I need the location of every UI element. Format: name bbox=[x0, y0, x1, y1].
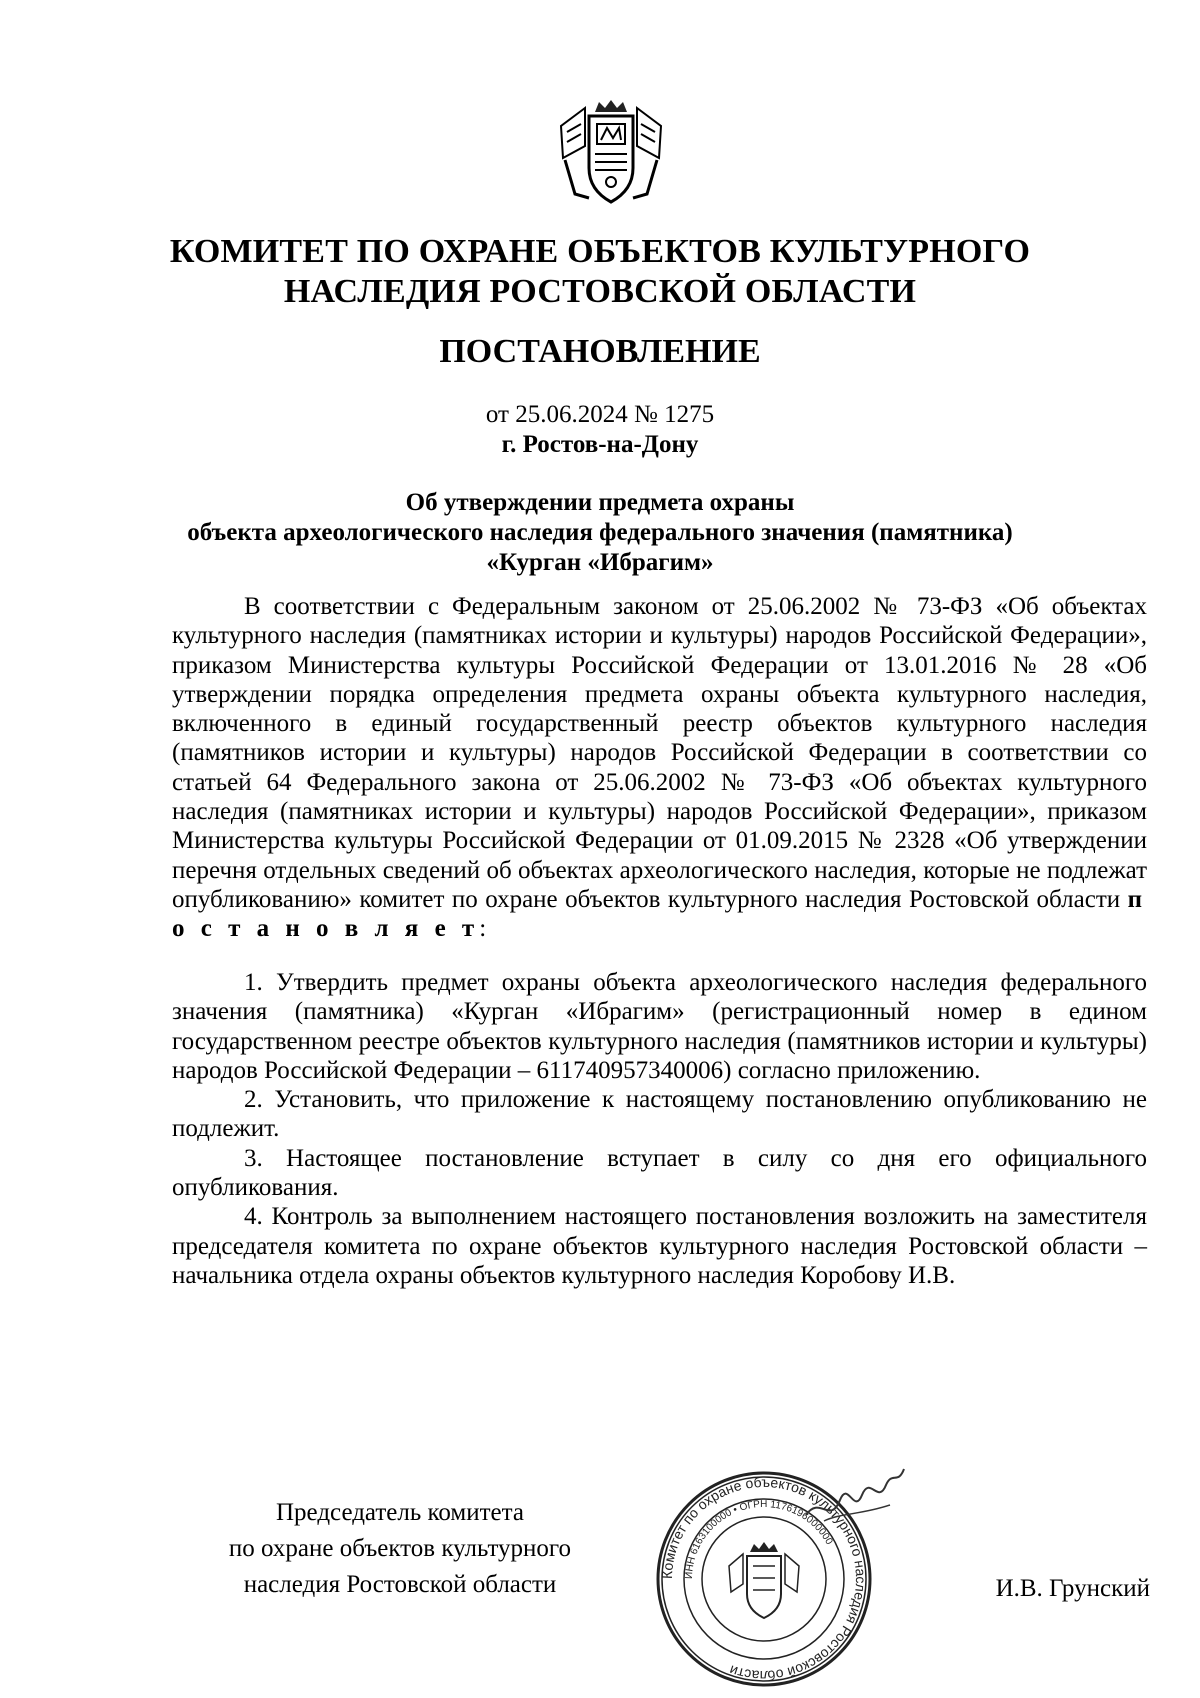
seal-outer-text: Комитет по охране объектов культурного наследия Ростовской области bbox=[658, 1473, 870, 1685]
resolution-item-3: 3. Настоящее постановление вступает в силу со дня его официального опубликования. bbox=[172, 1144, 1147, 1202]
preamble-end: : bbox=[479, 915, 487, 943]
resolution-item-4: 4. Контроль за выполнением настоящего постановления возложить на заместителя председателя комитета по охране объектов культурного наследия Ростовской области – начальника отдела охраны объектов культурного наследия Коробову И.В. bbox=[172, 1203, 1147, 1289]
document-subject bbox=[0, 488, 1200, 578]
preamble bbox=[172, 592, 1147, 944]
signatory-name: И.В. Грунский bbox=[995, 1575, 1150, 1602]
decree-word: п о с т а н о в л я е т bbox=[172, 885, 1147, 943]
subject-line2: объекта археологического наследия федерального значения (памятника) bbox=[187, 519, 1013, 546]
coat-of-arms-icon bbox=[555, 98, 667, 210]
committee-name-line1: КОМИТЕТ ПО ОХРАНЕ ОБЪЕКТОВ КУЛЬТУРНОГО bbox=[169, 233, 1031, 270]
preamble-text: В соответствии с Федеральным законом от 25.06.2002 № 73-ФЗ «Об объектах культурного наследия (памятниках истории и культуры) народов Российской Федерации», приказом Министерства культуры Российской Федерации от 13.01.2016 № 28 «Об утверждении порядка определения предмета охраны объекта культурного наследия, включенного в единый государственный реестр объектов культурного наследия (памятников истории и культуры) народов Российской Федерации в соответствии со статьей 64 Федерального закона от 25.06.2002 № 73-ФЗ «Об объектах культурного наследия (памятниках истории и культуры) народов Российской Федерации», приказом Министерства культуры Российской Федерации от 01.09.2015 № 2328 «Об утверждении перечня отдельных сведений об объектах археологического наследия, которые не подлежат опубликованию» комитет по охране объектов культурного наследия Ростовской области bbox=[172, 593, 1147, 913]
position-line1: Председатель комитета bbox=[276, 1499, 524, 1526]
subject-line1: Об утверждении предмета охраны bbox=[405, 489, 795, 516]
position-line3: наследия Ростовской области bbox=[243, 1571, 557, 1598]
committee-name bbox=[0, 232, 1200, 312]
document-type: ПОСТАНОВЛЕНИЕ bbox=[439, 333, 761, 370]
city: г. Ростов-на-Дону bbox=[501, 431, 699, 458]
subject-line3: «Курган «Ибрагим» bbox=[486, 549, 714, 576]
signatory-position bbox=[190, 1495, 610, 1603]
resolution-item-1: 1. Утвердить предмет охраны объекта археологического наследия федерального значения (памятника) «Курган «Ибрагим» (регистрационный номер в едином государственном реестре объектов культурного наследия (памятников истории и культуры) народов Российской Федерации – 611740957340006) согласно приложению. bbox=[172, 969, 1147, 1084]
position-line2: по охране объектов культурного bbox=[228, 1535, 572, 1562]
date-number: от 25.06.2024 № 1275 bbox=[485, 401, 715, 428]
resolution-items bbox=[172, 968, 1147, 1290]
seal-inner-text: ИНН 6163100000 • ОГРН 1176196000000 bbox=[683, 1498, 835, 1580]
handwritten-signature-icon bbox=[800, 1455, 910, 1535]
resolution-item-2: 2. Установить, что приложение к настоящему постановлению опубликованию не подлежит. bbox=[172, 1086, 1147, 1143]
committee-name-line2: НАСЛЕДИЯ РОСТОВСКОЙ ОБЛАСТИ bbox=[283, 273, 917, 310]
